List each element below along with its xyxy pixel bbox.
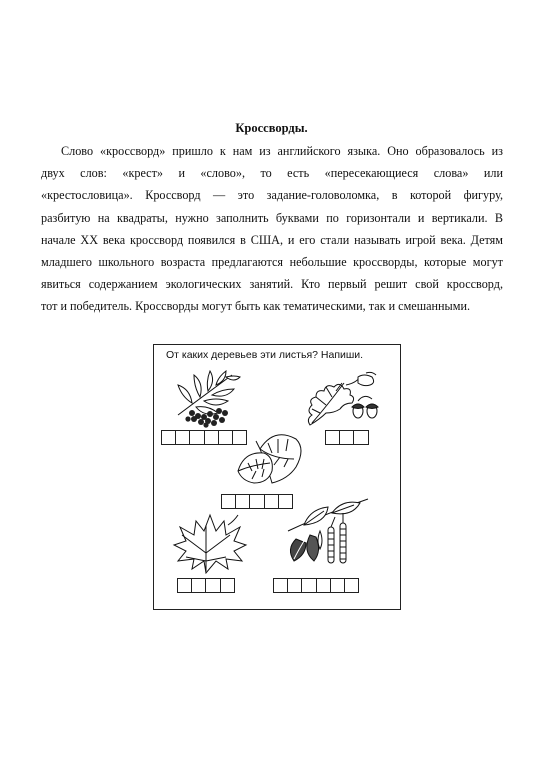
answer-cell[interactable] (205, 578, 220, 593)
answer-cell[interactable] (175, 430, 190, 445)
birch-leaf-icon (282, 495, 374, 575)
answer-cell[interactable] (161, 430, 176, 445)
answer-cell[interactable] (177, 578, 192, 593)
paragraph-line: «крестословица». Кроссворд — это задание-головоломка, в которой фигуру, (41, 188, 503, 203)
answer-cell[interactable] (191, 578, 206, 593)
answer-cell[interactable] (264, 494, 279, 509)
linden-leaf-icon (234, 427, 304, 489)
answer-cell[interactable] (287, 578, 302, 593)
paragraph-line: явиться содержанием экологических занятий. Кто первый решит свой кроссворд, (41, 277, 503, 292)
paragraph-line: начале XX века кроссворд появился в США, и его стали называть игрой века. Детям (41, 232, 503, 247)
page-title: Кроссворды. (235, 121, 308, 135)
intro-paragraph (41, 140, 503, 318)
oak-leaf-icon (302, 371, 390, 429)
answer-cell[interactable] (339, 430, 354, 445)
rowan-leaf-icon (172, 367, 252, 429)
oak-answer-boxes[interactable] (326, 430, 369, 445)
birch-answer-boxes[interactable] (274, 578, 359, 593)
answer-cell[interactable] (221, 494, 236, 509)
answer-cell[interactable] (330, 578, 345, 593)
answer-cell[interactable] (301, 578, 316, 593)
answer-cell[interactable] (235, 494, 250, 509)
answer-cell[interactable] (344, 578, 359, 593)
answer-cell[interactable] (325, 430, 340, 445)
paragraph-line: двух слов: «крест» и «слово», то есть «пересекающиеся слова» или (41, 166, 503, 181)
paragraph-line: младшего школьного возраста предлагаются небольшие кроссворды, которые могут (41, 254, 503, 269)
answer-cell[interactable] (218, 430, 233, 445)
maple-leaf-icon (170, 513, 242, 577)
answer-cell[interactable] (316, 578, 331, 593)
answer-cell[interactable] (353, 430, 368, 445)
answer-cell[interactable] (189, 430, 204, 445)
paragraph-line: Слово «кроссворд» пришло к нам из английского языка. Оно образовалось из (61, 144, 503, 158)
worksheet-question: От каких деревьев эти листья? Напиши. (166, 349, 364, 361)
answer-cell[interactable] (249, 494, 264, 509)
answer-cell[interactable] (204, 430, 219, 445)
leaf-worksheet (153, 344, 401, 610)
paragraph-line: тот и победитель. Кроссворды могут быть как тематическими, так и смешанными. (41, 299, 471, 314)
answer-cell[interactable] (273, 578, 288, 593)
paragraph-line: разбитую на квадраты, нужно заполнить буквами по горизонтали и вертикали. В (41, 210, 503, 225)
answer-cell[interactable] (220, 578, 235, 593)
maple-answer-boxes[interactable] (178, 578, 235, 593)
